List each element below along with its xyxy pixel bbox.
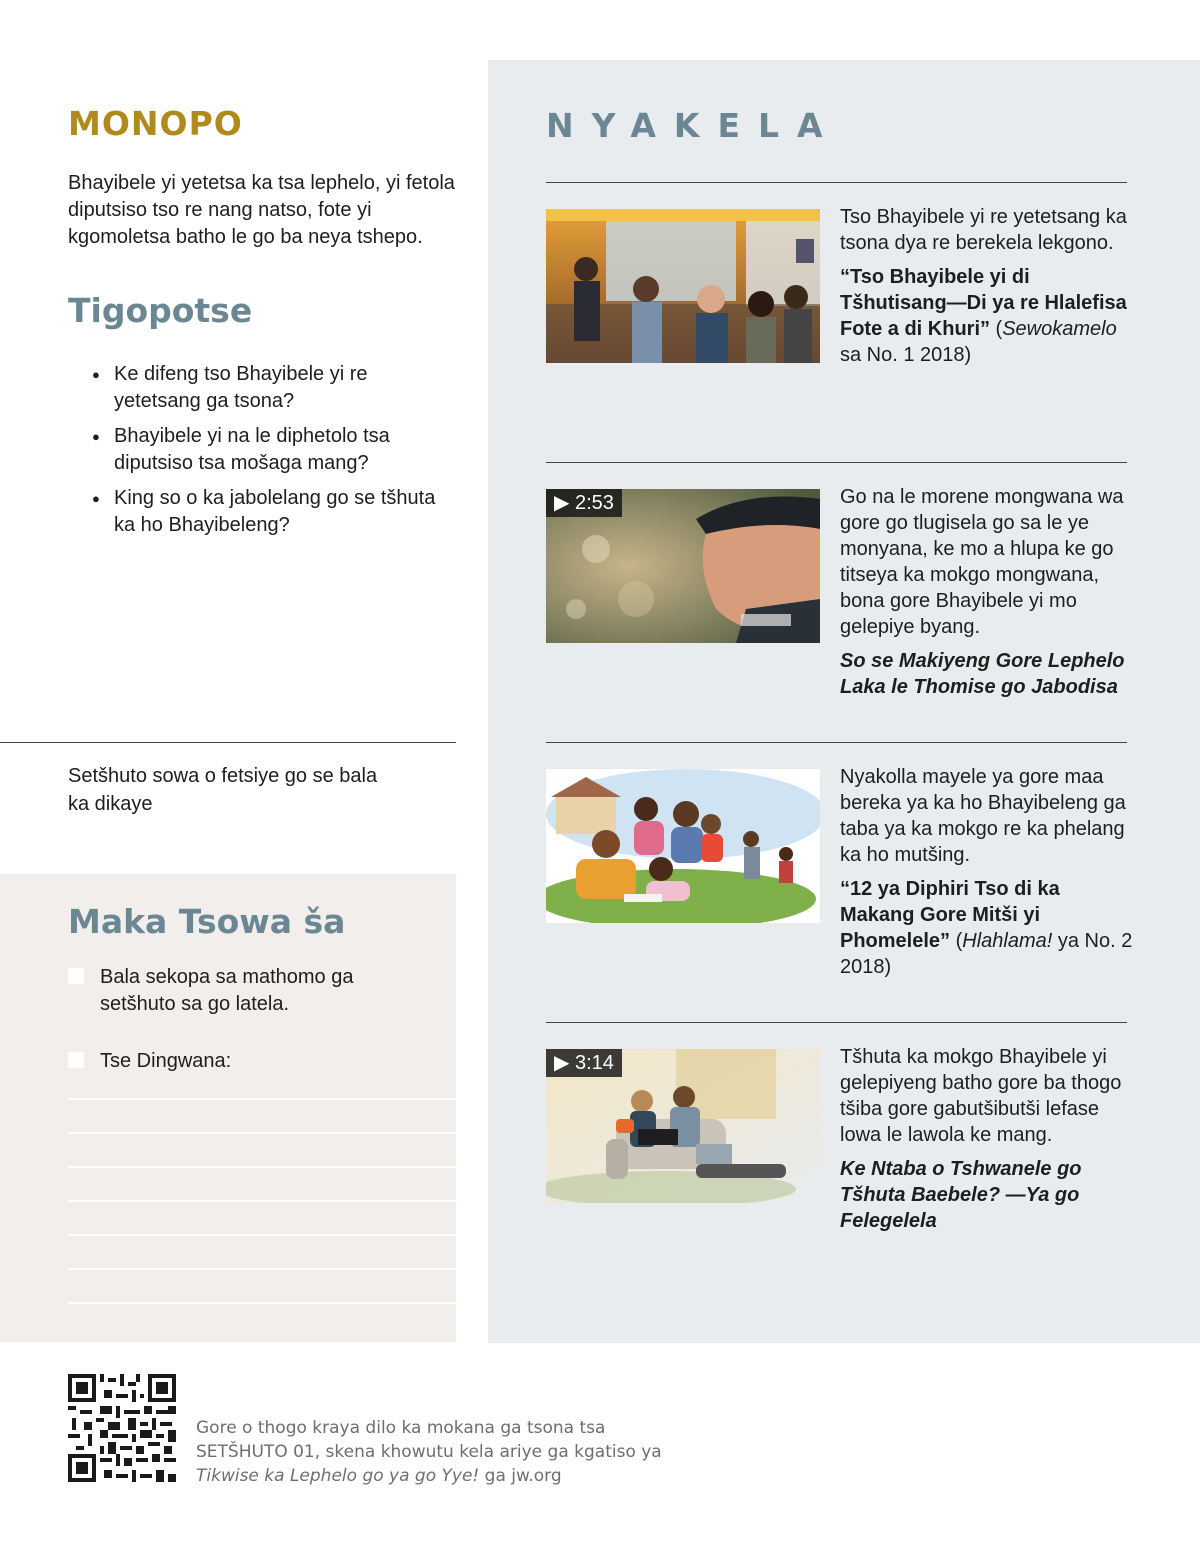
qr-code[interactable]: [68, 1374, 176, 1482]
question-item: ● Bhayibele yi na le diphetolo tsa diputsiso tsa mošaga mang?: [94, 423, 458, 477]
play-icon: ▶: [554, 1052, 570, 1074]
footer-site[interactable]: ga jw.org: [479, 1466, 562, 1486]
footer-publication: Tikwise ka Lephelo go ya go Yye!: [196, 1466, 480, 1486]
article-text: [840, 764, 1136, 980]
footer-text: [196, 1416, 662, 1488]
writing-line[interactable]: [68, 1200, 456, 1202]
video-text: [840, 484, 1136, 700]
train-station-image[interactable]: [546, 209, 820, 363]
publication-name: Sewokamelo: [1002, 318, 1117, 340]
questions-heading: Tigopotse: [68, 291, 253, 330]
video-title[interactable]: Ke Ntaba o Tshwanele go Tšhuta Baebele? —Ya go Felegelela: [840, 1158, 1082, 1232]
issue-info: sa No. 1 2018): [840, 344, 972, 366]
ref-paren: (: [950, 930, 963, 952]
summary-heading: MONOPO: [68, 104, 243, 143]
study-note: Setšhuto sowa o fetsiye go se bala ka dikaye: [68, 765, 378, 815]
video-duration: [546, 489, 622, 517]
todo-item-other: [68, 1048, 231, 1075]
todo-checkbox[interactable]: [68, 968, 84, 984]
duration-text: 3:14: [574, 1052, 614, 1074]
writing-line[interactable]: [68, 1234, 456, 1236]
duration-text: 2:53: [574, 492, 614, 514]
video-description: Go na le morene mongwana wa gore go tlugisela go sa le ye monyana, ke mo a hlupa ke go titseya ka mokgo mongwana, bona gore Bhayibele yi mo gelepiye byang.: [840, 486, 1124, 638]
todo-label: Tse Dingwana:: [100, 1050, 232, 1072]
play-icon: ▶: [554, 492, 570, 514]
writing-line[interactable]: [68, 1132, 456, 1134]
explore-panel: [488, 60, 1200, 1343]
summary-text: Bhayibele yi yetetsa ka tsa lephelo, yi fetola diputsiso tso re nang natso, fote yi kgomoletsa batho le go ba neya tshepo.: [68, 172, 455, 248]
issue-info: ya No. 2 2018): [840, 930, 1133, 978]
todo-item-read: [68, 964, 398, 1018]
video-text: [840, 1044, 1136, 1234]
writing-line[interactable]: [68, 1268, 456, 1270]
footer-line: [196, 1464, 662, 1488]
article-description: Tso Bhayibele yi re yetetsang ka tsona dya re berekela lekgono.: [840, 206, 1127, 254]
question-item: ● Ke difeng tso Bhayibele yi re yetetsang ga tsona?: [94, 361, 458, 415]
left-divider: [0, 742, 456, 743]
video-title[interactable]: So se Makiyeng Gore Lephelo Laka le Thomise go Jabodisa: [840, 650, 1125, 698]
article-title[interactable]: “Tso Bhayibele yi di Tšhutisang—Di ya re Hlalefisa Fote a di Khuri”: [840, 266, 1127, 340]
couple-studying-video-thumbnail[interactable]: [546, 1049, 820, 1203]
explore-heading: NYAKELA: [546, 106, 841, 145]
questions-list: [94, 361, 458, 539]
article-title[interactable]: “12 ya Diphiri Tso di ka Makang Gore Mitši yi Phomelele”: [840, 878, 1060, 952]
ref-paren: (: [990, 318, 1003, 340]
article-text: [840, 204, 1136, 368]
footer-line: SETŠHUTO 01, skena khowutu kela ariye ga kgatiso ya: [196, 1442, 662, 1462]
todo-heading: Maka Tsowa ša: [68, 902, 346, 941]
footer-line: Gore o thogo kraya dilo ka mokana ga tsona tsa: [196, 1418, 606, 1438]
video-description: Tšhuta ka mokgo Bhayibele yi gelepiyeng batho gore ba thogo tšiba gore gabutšibutši lefase lowa le lawola ke mang.: [840, 1046, 1122, 1146]
writing-line[interactable]: [68, 1098, 456, 1100]
publication-name: Hlahlama!: [962, 930, 1053, 952]
article-description: Nyakolla mayele ya gore maa bereka ya ka ho Bhayibeleng ga taba ya ka mokgo re ka phelang ka ho mutšing.: [840, 766, 1126, 866]
video-duration: [546, 1049, 622, 1077]
writing-line[interactable]: [68, 1302, 456, 1304]
entry-divider: [546, 742, 1127, 743]
entry-divider: [546, 1022, 1127, 1023]
article-reference[interactable]: [840, 876, 1136, 980]
entry-divider: [546, 462, 1127, 463]
question-item: ● King so o ka jabolelang go se tšhuta ka ho Bhayibeleng?: [94, 485, 458, 539]
todo-panel: [0, 874, 456, 1342]
family-reading-image[interactable]: [546, 769, 820, 923]
left-column: [68, 100, 458, 547]
man-portrait-video-thumbnail[interactable]: [546, 489, 820, 643]
todo-checkbox[interactable]: [68, 1052, 84, 1068]
todo-label: Bala sekopa sa mathomo ga setšhuto sa go latela.: [100, 966, 354, 1015]
writing-line[interactable]: [68, 1166, 456, 1168]
article-reference[interactable]: [840, 264, 1136, 368]
entry-divider: [546, 182, 1127, 183]
